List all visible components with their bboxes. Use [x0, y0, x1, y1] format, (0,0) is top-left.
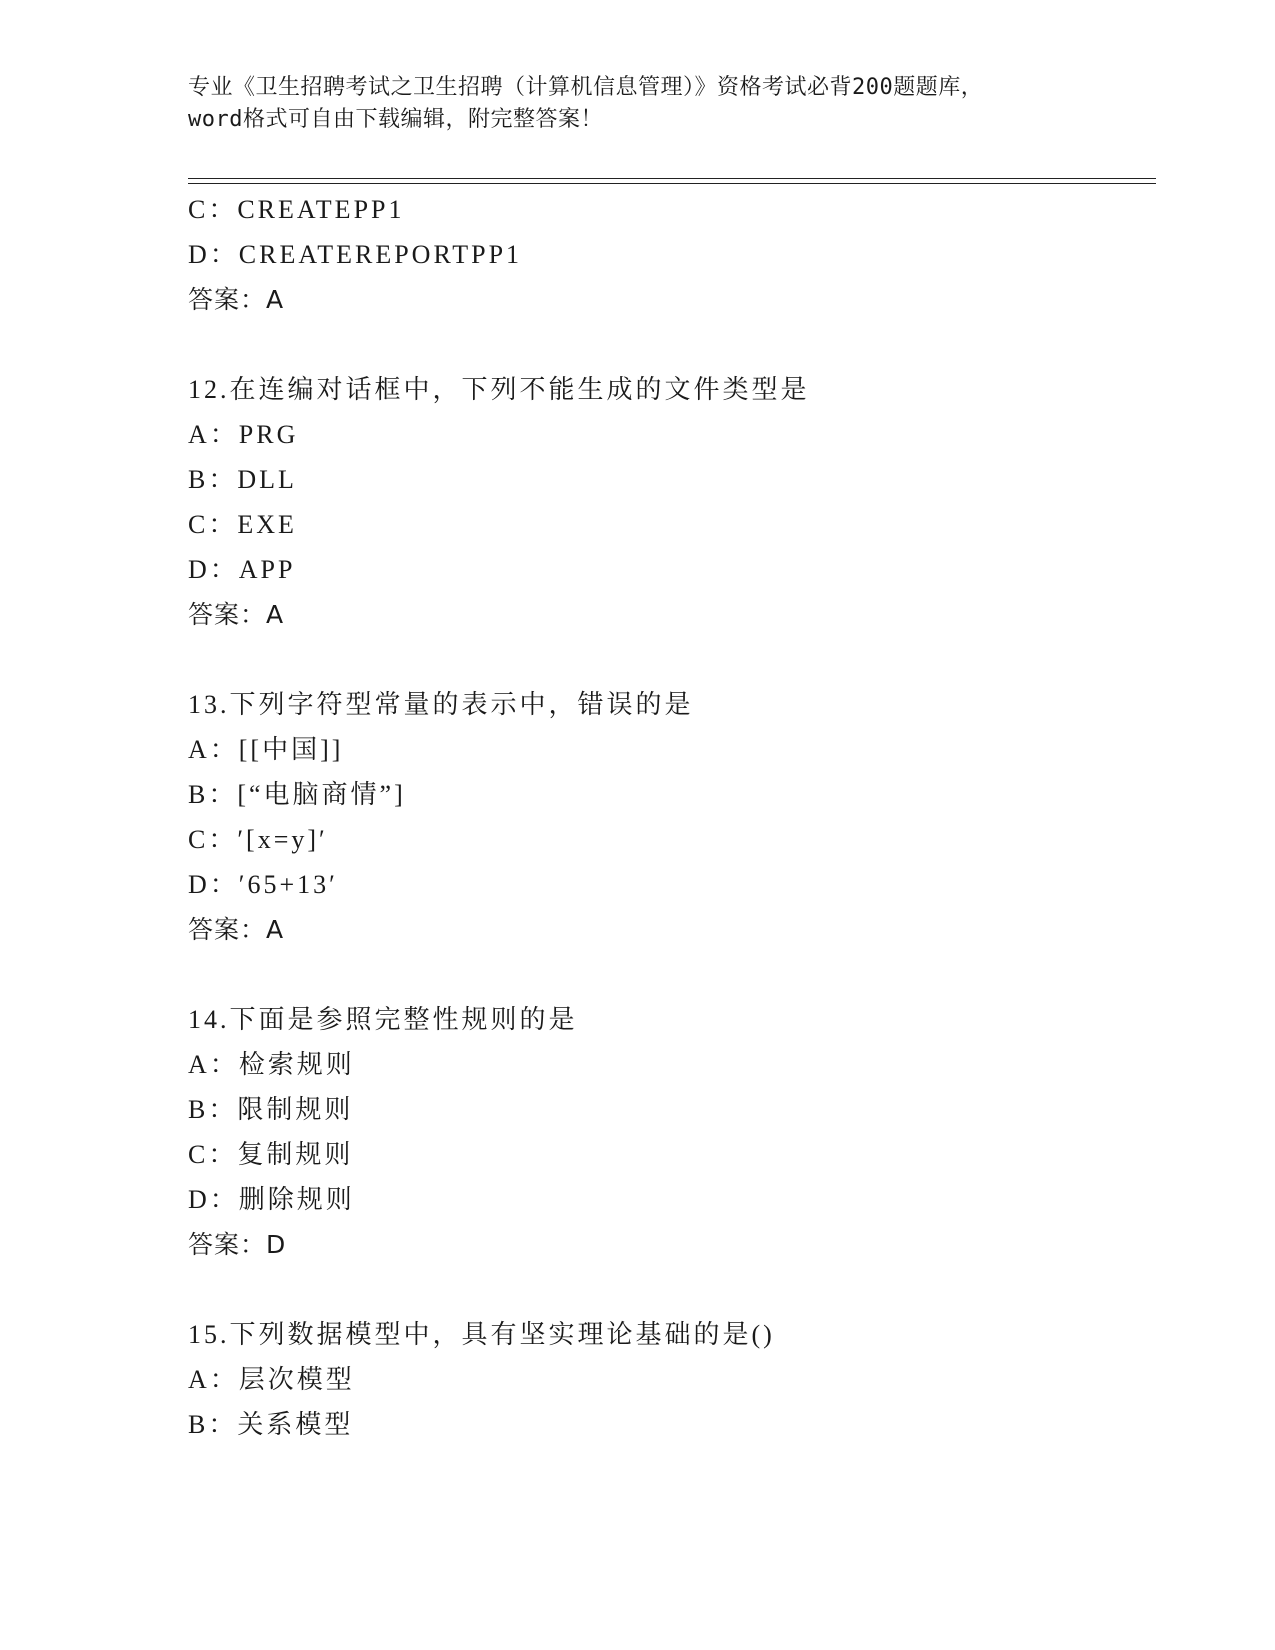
- header-divider-top: [188, 178, 1156, 179]
- document-header: [188, 72, 1088, 136]
- q13-option-b: B：[“电脑商情”]: [188, 780, 406, 809]
- q12-option-b: B：DLL: [188, 465, 297, 494]
- q12-answer: 答案：A: [188, 600, 285, 629]
- q14-option-b: B：限制规则: [188, 1095, 354, 1124]
- q14-option-c: C：复制规则: [188, 1140, 354, 1169]
- q13-option-a: A：[[中国]]: [188, 735, 344, 764]
- q13-question: 13.下列字符型常量的表示中，错误的是: [188, 690, 694, 719]
- q12-question: 12.在连编对话框中，下列不能生成的文件类型是: [188, 375, 810, 404]
- q13-option-d: D：′65+13′: [188, 870, 338, 899]
- q12-option-d: D：APP: [188, 555, 296, 584]
- q13-answer: 答案：A: [188, 915, 285, 944]
- header-line-2: word格式可自由下载编辑，附完整答案！: [188, 107, 603, 132]
- q12-option-a: A：PRG: [188, 420, 299, 449]
- q14-question: 14.下面是参照完整性规则的是: [188, 1005, 578, 1034]
- q12-option-c: C：EXE: [188, 510, 297, 539]
- q11-answer: 答案：A: [188, 285, 285, 314]
- q15-option-b: B：关系模型: [188, 1410, 354, 1439]
- q11-option-c: C：CREATEPP1: [188, 195, 405, 224]
- q13-option-c: C：′[x=y]′: [188, 825, 328, 854]
- header-divider-bottom: [188, 183, 1156, 184]
- header-line-1: 专业《卫生招聘考试之卫生招聘（计算机信息管理）》资格考试必背200题题库，: [188, 75, 984, 100]
- q14-option-d: D：删除规则: [188, 1185, 355, 1214]
- q14-answer: 答案：D: [188, 1230, 287, 1259]
- q11-option-d: D：CREATEREPORTPP1: [188, 240, 523, 269]
- q14-option-a: A：检索规则: [188, 1050, 355, 1079]
- q15-option-a: A：层次模型: [188, 1365, 355, 1394]
- q15-question: 15.下列数据模型中，具有坚实理论基础的是(): [188, 1320, 775, 1349]
